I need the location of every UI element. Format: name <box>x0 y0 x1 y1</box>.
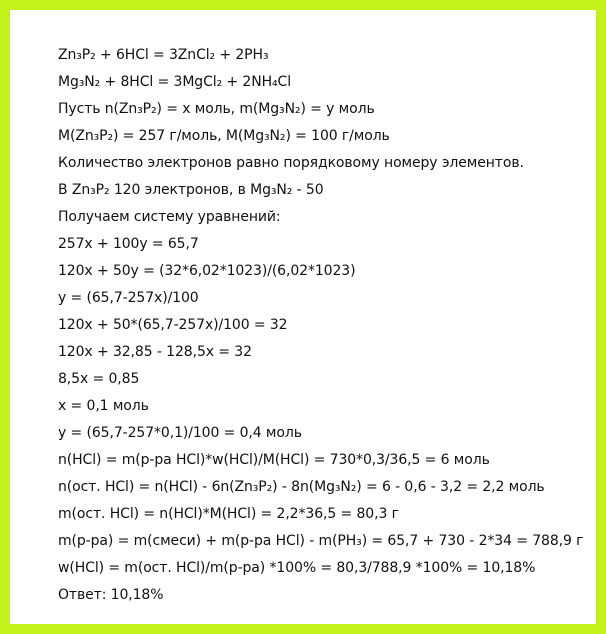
simplified-equation: 8,5x = 0,85 <box>58 371 140 387</box>
let-variables: Пусть n(Zn₃P₂) = x моль, m(Mg₃N₂) = y моль <box>58 101 375 117</box>
solution-mass: m(р-ра) = m(смеси) + m(р-ра HCl) - m(PH₃) = 65,7 + 730 - 2*34 = 788,9 г <box>58 533 584 549</box>
remaining-hcl-amount: n(ост. HCl) = n(HCl) - 6n(Zn₃P₂) - 8n(Mg₃N₂) = 6 - 0,6 - 3,2 = 2,2 моль <box>58 479 545 495</box>
solution-text <box>58 42 582 609</box>
molar-masses: M(Zn₃P₂) = 257 г/моль, M(Mg₃N₂) = 100 г/моль <box>58 128 390 144</box>
expanded-equation: 120x + 32,85 - 128,5x = 32 <box>58 344 252 360</box>
electron-note: Количество электронов равно порядковому номеру элементов. <box>58 155 524 171</box>
equation-magnesium-nitride: Mg₃N₂ + 8HCl = 3MgCl₂ + 2NH₄Cl <box>58 74 291 90</box>
remaining-hcl-mass: m(ост. HCl) = n(HCl)*M(HCl) = 2,2*36,5 = 80,3 г <box>58 506 399 522</box>
system-heading: Получаем систему уравнений: <box>58 209 281 225</box>
y-result: y = (65,7-257*0,1)/100 = 0,4 моль <box>58 425 302 441</box>
mass-equation: 257x + 100y = 65,7 <box>58 236 199 252</box>
equation-zinc-phosphide: Zn₃P₂ + 6HCl = 3ZnCl₂ + 2PH₃ <box>58 47 269 63</box>
electron-equation: 120x + 50y = (32*6,02*1023)/(6,02*1023) <box>58 263 356 279</box>
mass-fraction: w(HCl) = m(ост. HCl)/m(р-ра) *100% = 80,3/788,9 *100% = 10,18% <box>58 560 536 576</box>
answer: Ответ: 10,18% <box>58 587 164 603</box>
x-result: x = 0,1 моль <box>58 398 149 414</box>
hcl-amount: n(HCl) = m(р-ра HCl)*w(HCl)/M(HCl) = 730*0,3/36,5 = 6 моль <box>58 452 490 468</box>
electron-counts: В Zn₃P₂ 120 электронов, в Mg₃N₂ - 50 <box>58 182 324 198</box>
substitution: 120x + 50*(65,7-257x)/100 = 32 <box>58 317 288 333</box>
y-expression: y = (65,7-257x)/100 <box>58 290 199 306</box>
